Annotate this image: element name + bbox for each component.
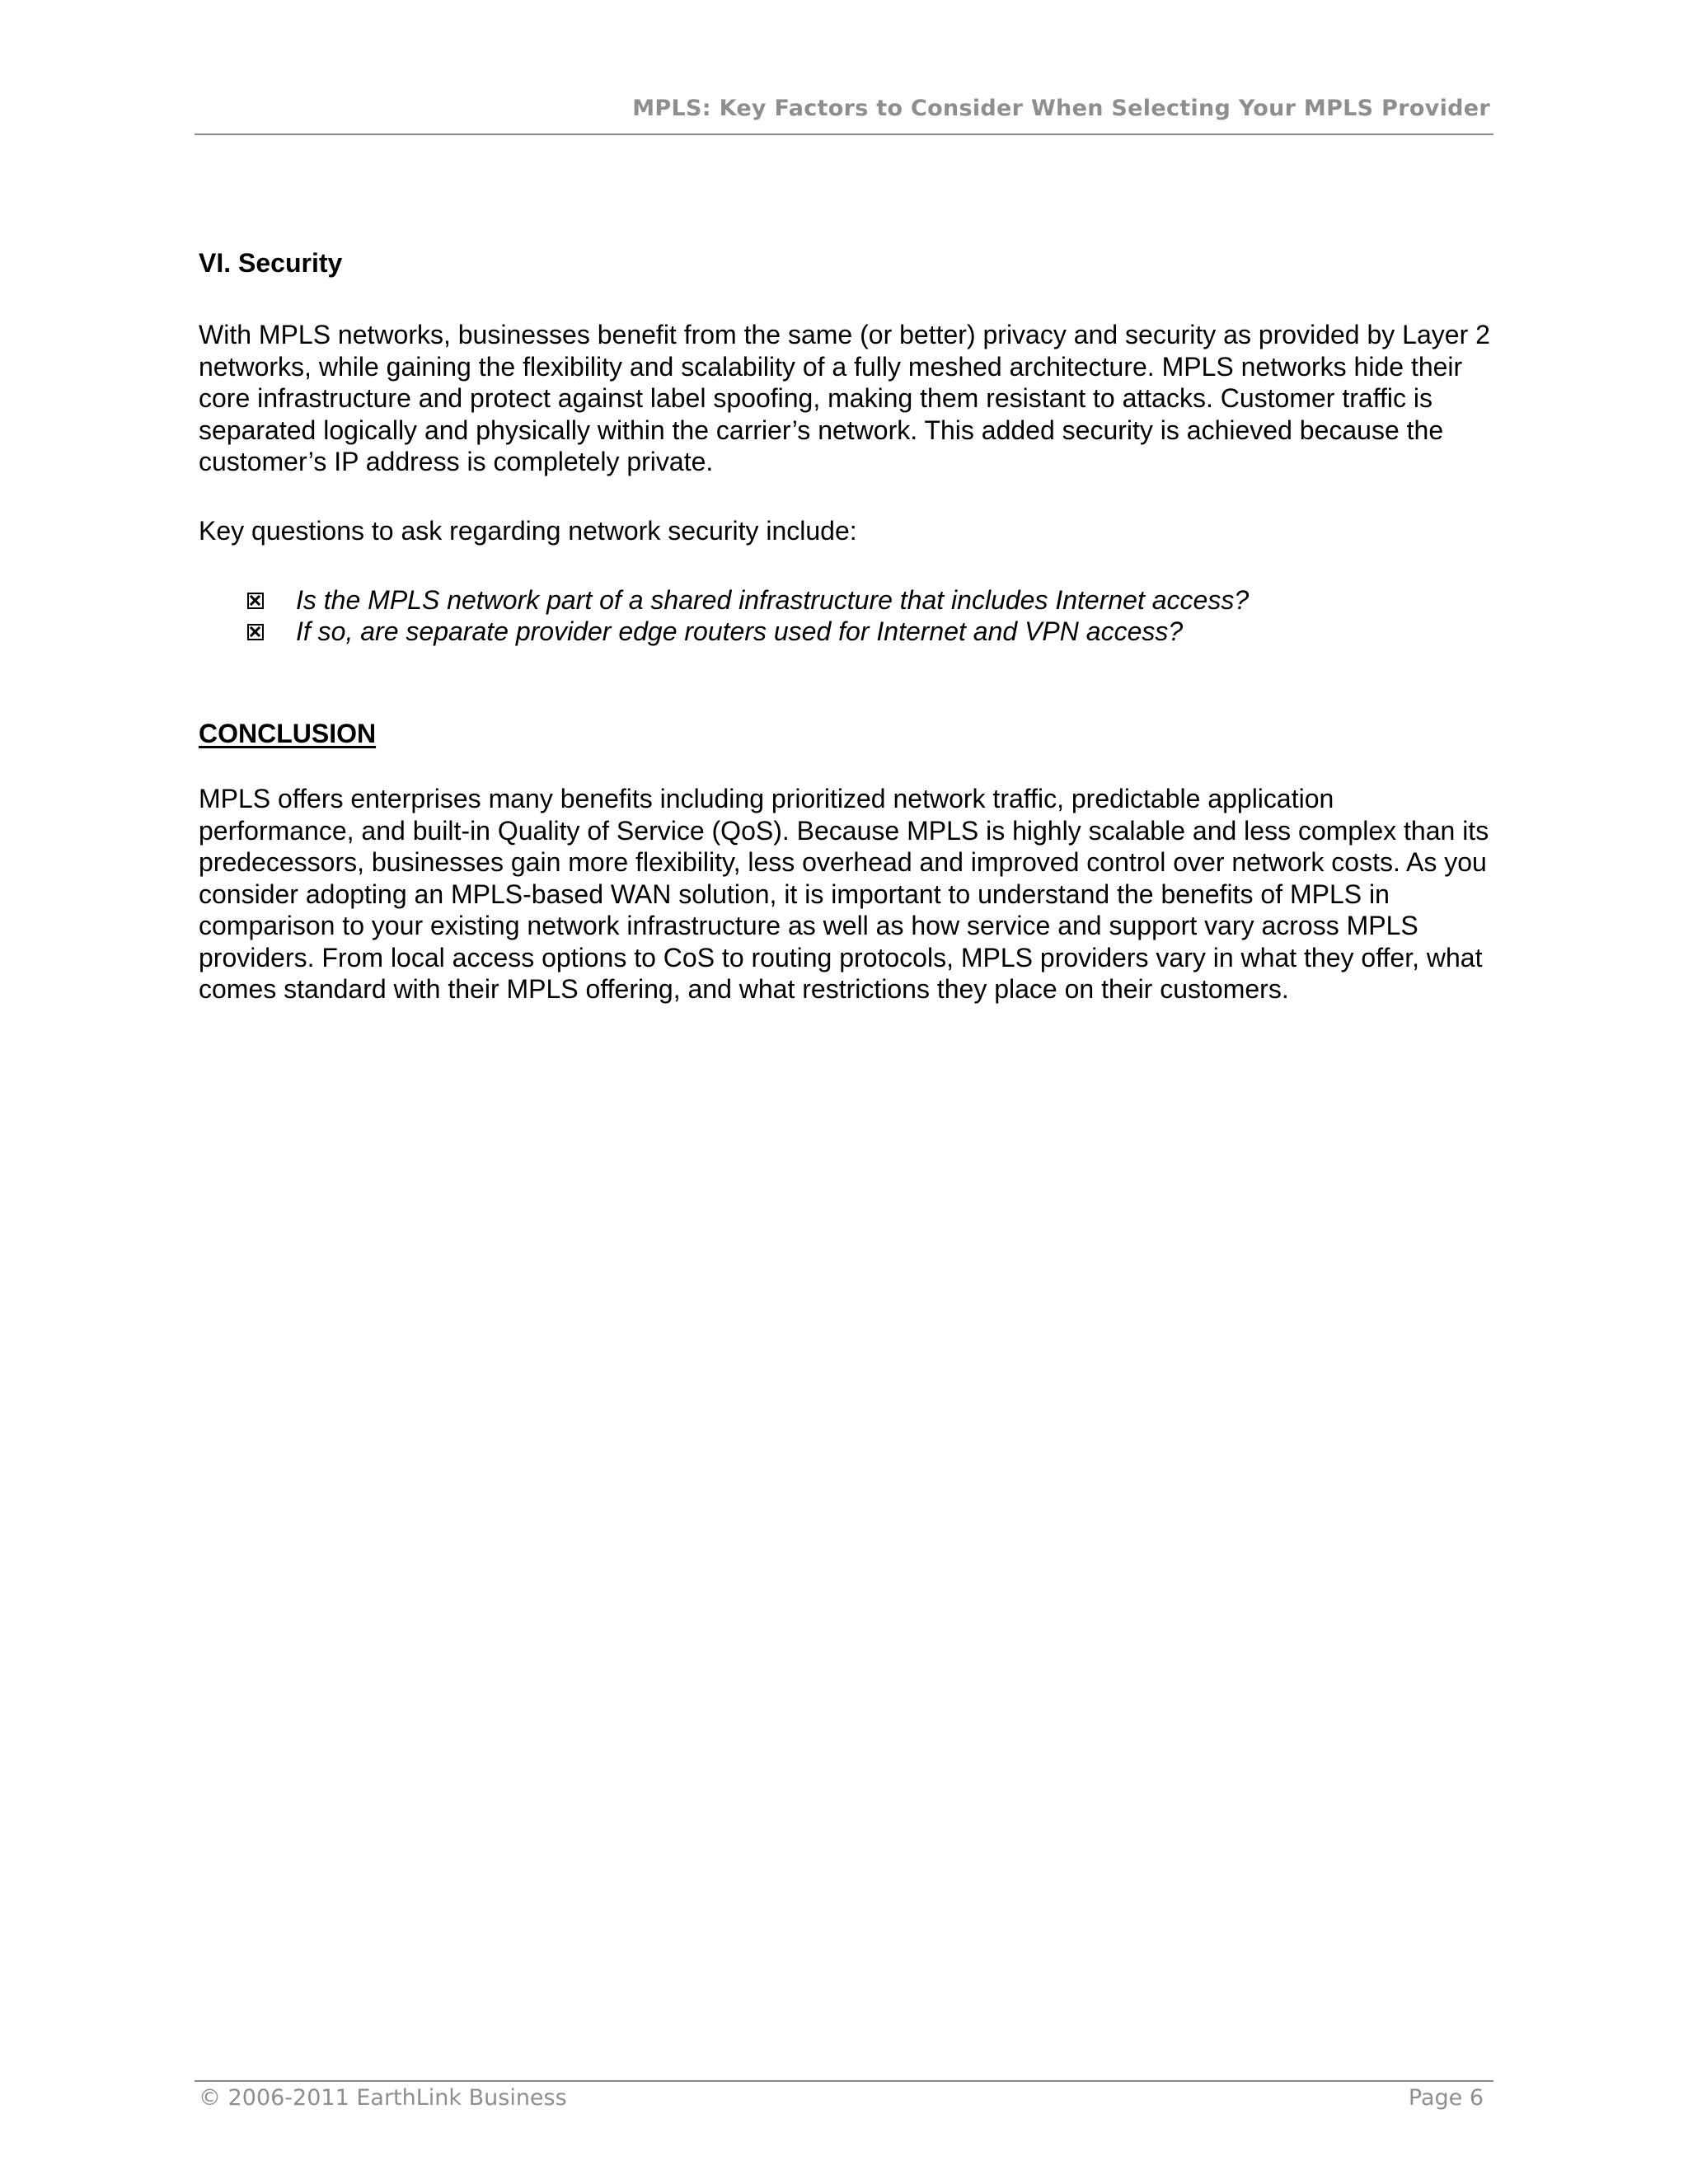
footer-copyright: © 2006-2011 EarthLink Business <box>199 2085 567 2111</box>
security-heading: VI. Security <box>199 248 343 278</box>
questions-intro: Key questions to ask regarding network security include: <box>199 516 857 546</box>
footer-page-number: Page 6 <box>1408 2085 1484 2111</box>
header-rule <box>195 134 1493 135</box>
checkbox-x-icon <box>247 593 264 609</box>
conclusion-paragraph: MPLS offers enterprises many benefits including prioritized network traffic, predictable application performance, and built-in Quality of Service (QoS). Because MPLS is highly scalable and less complex than its predecessors, businesses gain more flexibility, less overhead and improved control over network costs. As you consider adopting an MPLS-based WAN solution, it is important to understand the benefits of MPLS in comparison to your existing network infrastructure as well as how service and support vary across MPLS providers. From local access options to CoS to routing protocols, MPLS providers vary in what they offer, what comes standard with their MPLS offering, and what restrictions they place on their customers. <box>199 784 1489 1004</box>
conclusion-heading: CONCLUSION <box>199 719 377 748</box>
list-item <box>247 584 1249 616</box>
footer-rule <box>195 2080 1493 2082</box>
question-text: Is the MPLS network part of a shared infrastructure that includes Internet access? <box>296 584 1250 615</box>
question-text: If so, are separate provider edge routers used for Internet and VPN access? <box>296 616 1184 647</box>
security-paragraph: With MPLS networks, businesses benefit from the same (or better) privacy and security as provided by Layer 2 networks, while gaining the flexibility and scalability of a fully meshed architecture. MPLS networks hide their core infrastructure and protect against label spoofing, making them resistant to attacks. Customer traffic is separated logically and physically within the carrier’s network. This added security is achieved because the customer’s IP address is completely private. <box>199 320 1490 476</box>
list-item <box>247 616 1249 649</box>
running-header: MPLS: Key Factors to Consider When Selecting Your MPLS Provider <box>632 96 1490 121</box>
security-questions-list <box>247 584 1249 648</box>
checkbox-x-icon <box>247 624 264 640</box>
